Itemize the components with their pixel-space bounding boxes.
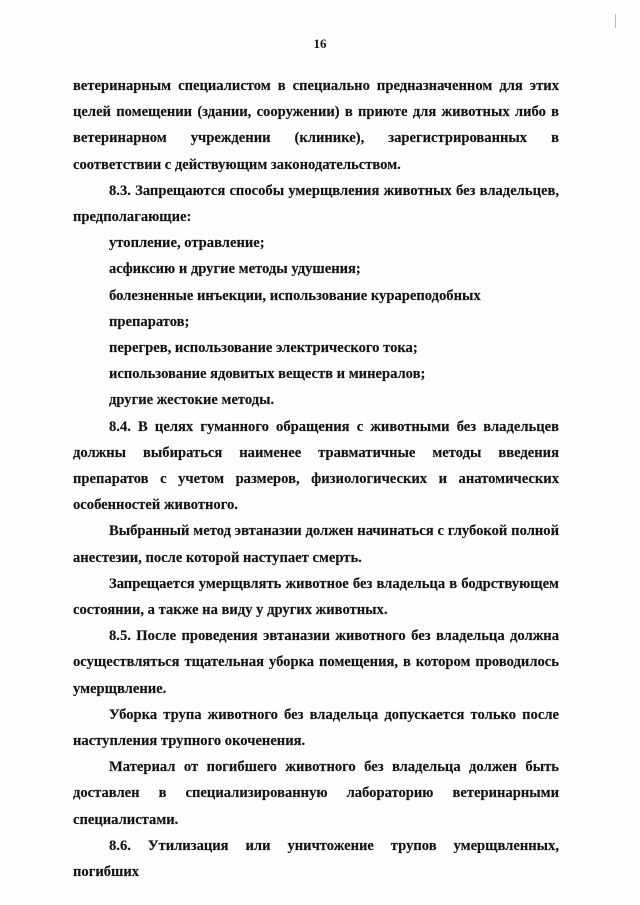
list-item: использование ядовитых веществ и минералов; bbox=[109, 366, 426, 383]
paragraph-anesthesia: Выбранный метод эвтаназии должен начинаться с глубокой полной анестезии, после которой наступает смерть. bbox=[73, 523, 559, 566]
paragraph-continuation: ветеринарным специалистом в специально предназначенном для этих целей помещении (здании, сооружении) в приюте для животных либо в ветеринарном учреждении (клинике), зарегистрированных в соответствии с действующим законодательством. bbox=[73, 78, 559, 173]
paragraph-material-delivery: Материал от погибшего животного без владельца должен быть доставлен в специализированную лабораторию ветеринарными специалистами. bbox=[73, 759, 559, 828]
list-item: перегрев, использование электрического тока; bbox=[109, 340, 418, 357]
paragraph-8-5: 8.5. После проведения эвтаназии животного без владельца должна осуществляться тщательная уборка помещения, в котором проводилось умерщвление. bbox=[73, 628, 559, 697]
list-item: другие жестокие методы. bbox=[109, 392, 275, 409]
scan-edge-mark bbox=[615, 14, 616, 28]
paragraph-8-3: 8.3. Запрещаются способы умерщвления животных без владельцев, предполагающие: bbox=[73, 182, 559, 226]
list-item: асфиксию и другие методы удушения; bbox=[109, 261, 361, 278]
paragraph-carcass-cleanup: Уборка трупа животного без владельца допускается только после наступления трупного окоченения. bbox=[73, 706, 559, 750]
paragraph-prohibition: Запрещается умерщвлять животное без владельца в бодрствующем состоянии, а также на виду у других животных. bbox=[73, 575, 559, 619]
list-item: утопление, отравление; bbox=[109, 235, 265, 252]
list-item: болезненные инъекции, использование курареподобных препаратов; bbox=[109, 287, 481, 330]
page-number: 16 bbox=[313, 36, 327, 51]
paragraph-8-4: 8.4. В целях гуманного обращения с животными без владельцев должны выбираться наименее травматичные методы введения препаратов с учетом размеров, физиологических и анатомических особенностей животного. bbox=[73, 418, 559, 514]
document-body bbox=[73, 73, 559, 885]
paragraph-8-6: 8.6. Утилизация или уничтожение трупов умерщвленных, погибших bbox=[73, 837, 559, 881]
